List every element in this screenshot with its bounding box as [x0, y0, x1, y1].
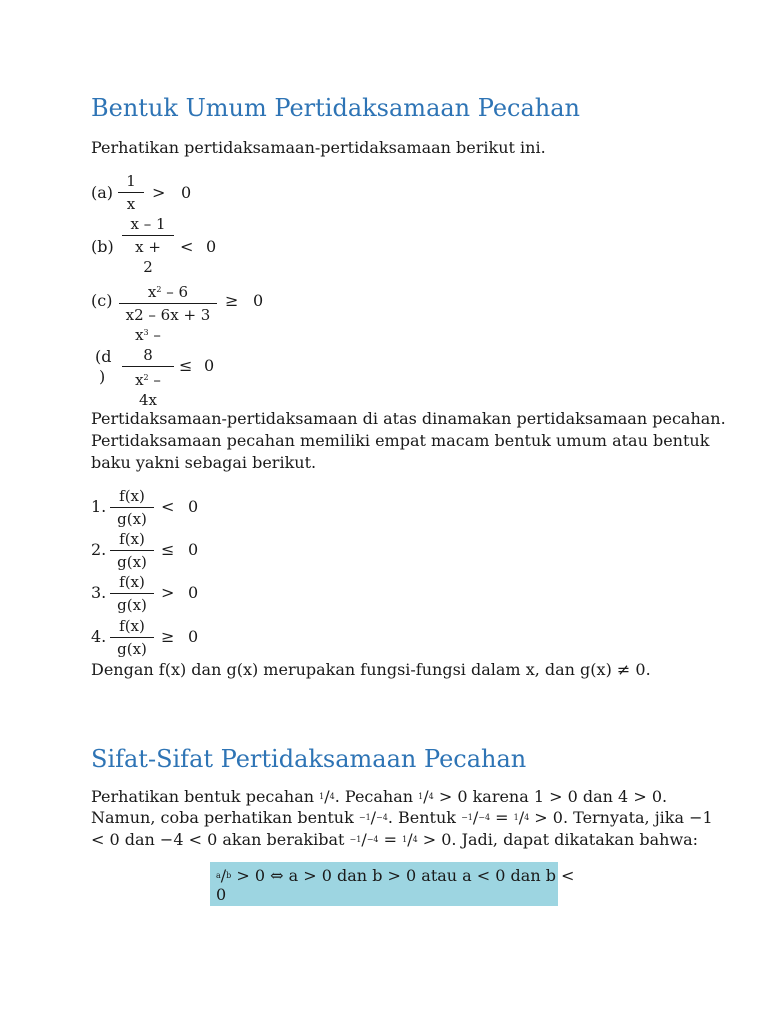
example-d-label: (d [95, 347, 112, 366]
fraction-denominator: −4 [376, 813, 388, 822]
form-1-denominator: g(x) [117, 510, 147, 528]
fraction-bar [122, 235, 174, 236]
example-d-rhs: 0 [204, 356, 215, 375]
paragraph-line-1: Pertidaksamaan-pertidaksamaan di atas dinamakan pertidaksamaan pecahan. [91, 409, 726, 428]
fraction-numerator: −1 [461, 813, 473, 822]
denominator-exponent: 2 [143, 373, 149, 382]
intro-text: Perhatikan pertidaksamaan-pertidaksamaan berikut ini. [91, 138, 546, 157]
fraction-numerator: −1 [358, 813, 371, 822]
text-run: < 0 dan −4 < 0 akan berakibat [91, 830, 350, 849]
form-4-label: 4. [91, 627, 107, 646]
form-4-operator: ≥ [161, 627, 175, 646]
text-run: / [324, 787, 330, 806]
fraction-denominator: 4 [524, 813, 530, 822]
example-d-numerator-cont: 8 [143, 346, 153, 364]
form-1-numerator: f(x) [119, 487, 145, 505]
example-a-denominator: x [126, 195, 136, 213]
text-run: / [472, 808, 479, 827]
form-2-numerator: f(x) [119, 530, 145, 548]
text-run: . Pecahan [334, 787, 419, 806]
example-a-operator: > [152, 183, 166, 202]
example-b-fraction [122, 214, 174, 277]
form-3-denominator: g(x) [117, 596, 147, 614]
example-d-denominator-cont: 4x [138, 391, 157, 409]
fraction-numerator: 1 [513, 813, 519, 822]
example-d-fraction [122, 323, 174, 410]
sifat-line-2 [91, 807, 713, 829]
text-run: > 0. Jadi, dapat dikatakan bahwa: [417, 830, 699, 849]
text-run: / [220, 866, 227, 885]
example-c-fraction [119, 280, 217, 325]
example-b-label: (b) [91, 237, 114, 256]
example-c-operator: ≥ [225, 291, 239, 310]
text-run: . Bentuk [387, 808, 462, 827]
example-a-label: (a) [91, 183, 114, 202]
form-3-numerator: f(x) [119, 573, 145, 591]
fraction-denominator: −4 [478, 813, 491, 822]
fraction-bar [110, 550, 154, 551]
fraction-denominator: 4 [329, 792, 335, 801]
denominator-base: x [135, 371, 144, 389]
form-3-fraction [110, 572, 154, 615]
text-run: / [361, 830, 367, 849]
form-3-rhs: 0 [188, 583, 199, 602]
form-3-label: 3. [91, 583, 107, 602]
fraction-numerator: 1 [402, 835, 408, 844]
fraction-numerator: 1 [319, 792, 325, 801]
text-run: / [518, 808, 525, 827]
form-4-denominator: g(x) [117, 640, 147, 658]
form-3-operator: > [161, 583, 175, 602]
fraction-denominator: 4 [412, 835, 418, 844]
text-run: Namun, coba perhatikan bentuk [91, 808, 359, 827]
fraction-bar [118, 192, 144, 193]
form-1-fraction [110, 486, 154, 529]
example-c-denominator: x2 – 6x + 3 [125, 306, 211, 324]
form-2-fraction [110, 529, 154, 572]
text-run: = [490, 808, 514, 827]
property-highlight-box [210, 862, 575, 906]
paragraph-line-2: Pertidaksamaan pecahan memiliki empat macam bentuk umum atau bentuk [91, 431, 710, 450]
closing-text: Dengan f(x) dan g(x) merupakan fungsi-fungsi dalam x, dan g(x) ≠ 0. [91, 660, 651, 679]
example-c-label: (c) [91, 291, 113, 310]
section-title-sifat: Sifat-Sifat Pertidaksamaan Pecahan [91, 745, 527, 773]
form-1-rhs: 0 [188, 497, 199, 516]
form-2-denominator: g(x) [117, 553, 147, 571]
text-run: / [370, 808, 377, 827]
fraction-denominator: −4 [366, 835, 379, 844]
example-d-denominator [122, 368, 174, 390]
numerator-exponent: 3 [143, 328, 149, 337]
text-run: > 0 karena 1 > 0 dan 4 > 0. [433, 787, 668, 806]
property-line-1 [216, 865, 574, 887]
fraction-numerator: a [216, 871, 221, 880]
example-b-operator: < [180, 237, 194, 256]
form-2-label: 2. [91, 540, 107, 559]
text-run: > 0. Ternyata, jika −1 [529, 808, 713, 827]
form-4-rhs: 0 [188, 627, 199, 646]
example-b-denominator-cont: 2 [143, 258, 153, 276]
numerator-rest: – [148, 326, 161, 344]
example-d-numerator [122, 323, 174, 345]
example-a-fraction [118, 171, 144, 214]
fraction-denominator: b [226, 871, 232, 880]
numerator-base: x [147, 283, 157, 301]
fraction-bar [110, 507, 154, 508]
fraction-bar [119, 303, 217, 304]
text-run: Perhatikan bentuk pecahan [91, 787, 320, 806]
example-d-label-close: ) [99, 367, 106, 386]
paragraph-line-3: baku yakni sebagai berikut. [91, 453, 317, 472]
example-a-rhs: 0 [181, 183, 192, 202]
example-b-numerator: x – 1 [130, 215, 166, 233]
example-b-denominator: x + [135, 238, 161, 256]
example-a-numerator: 1 [126, 172, 136, 190]
example-b-rhs: 0 [206, 237, 217, 256]
property-line-2: 0 [216, 885, 227, 904]
numerator-exponent: 2 [156, 285, 162, 294]
example-d-operator: ≤ [179, 356, 193, 375]
fraction-bar [110, 637, 154, 638]
form-2-operator: ≤ [161, 540, 175, 559]
fraction-numerator: 1 [418, 792, 424, 801]
denominator-rest: – [148, 371, 161, 389]
section-title-bentuk-umum: Bentuk Umum Pertidaksamaan Pecahan [91, 94, 581, 122]
fraction-numerator: −1 [349, 835, 362, 844]
numerator-rest: – 6 [161, 283, 189, 301]
sifat-line-1 [91, 786, 667, 808]
numerator-base: x [135, 326, 144, 344]
form-1-operator: < [161, 497, 175, 516]
example-c-numerator [119, 280, 217, 302]
sifat-line-3 [91, 829, 698, 851]
form-2-rhs: 0 [188, 540, 199, 559]
text-run: / [407, 830, 413, 849]
text-run: > 0 ⇔ a > 0 dan b > 0 atau a < 0 dan b < [231, 866, 575, 885]
fraction-bar [110, 593, 154, 594]
text-run: / [423, 787, 429, 806]
text-run: = [378, 830, 403, 849]
fraction-denominator: 4 [428, 792, 434, 801]
form-4-numerator: f(x) [119, 617, 145, 635]
form-1-label: 1. [91, 497, 107, 516]
fraction-bar [122, 366, 174, 367]
form-4-fraction [110, 616, 154, 659]
example-c-rhs: 0 [253, 291, 264, 310]
